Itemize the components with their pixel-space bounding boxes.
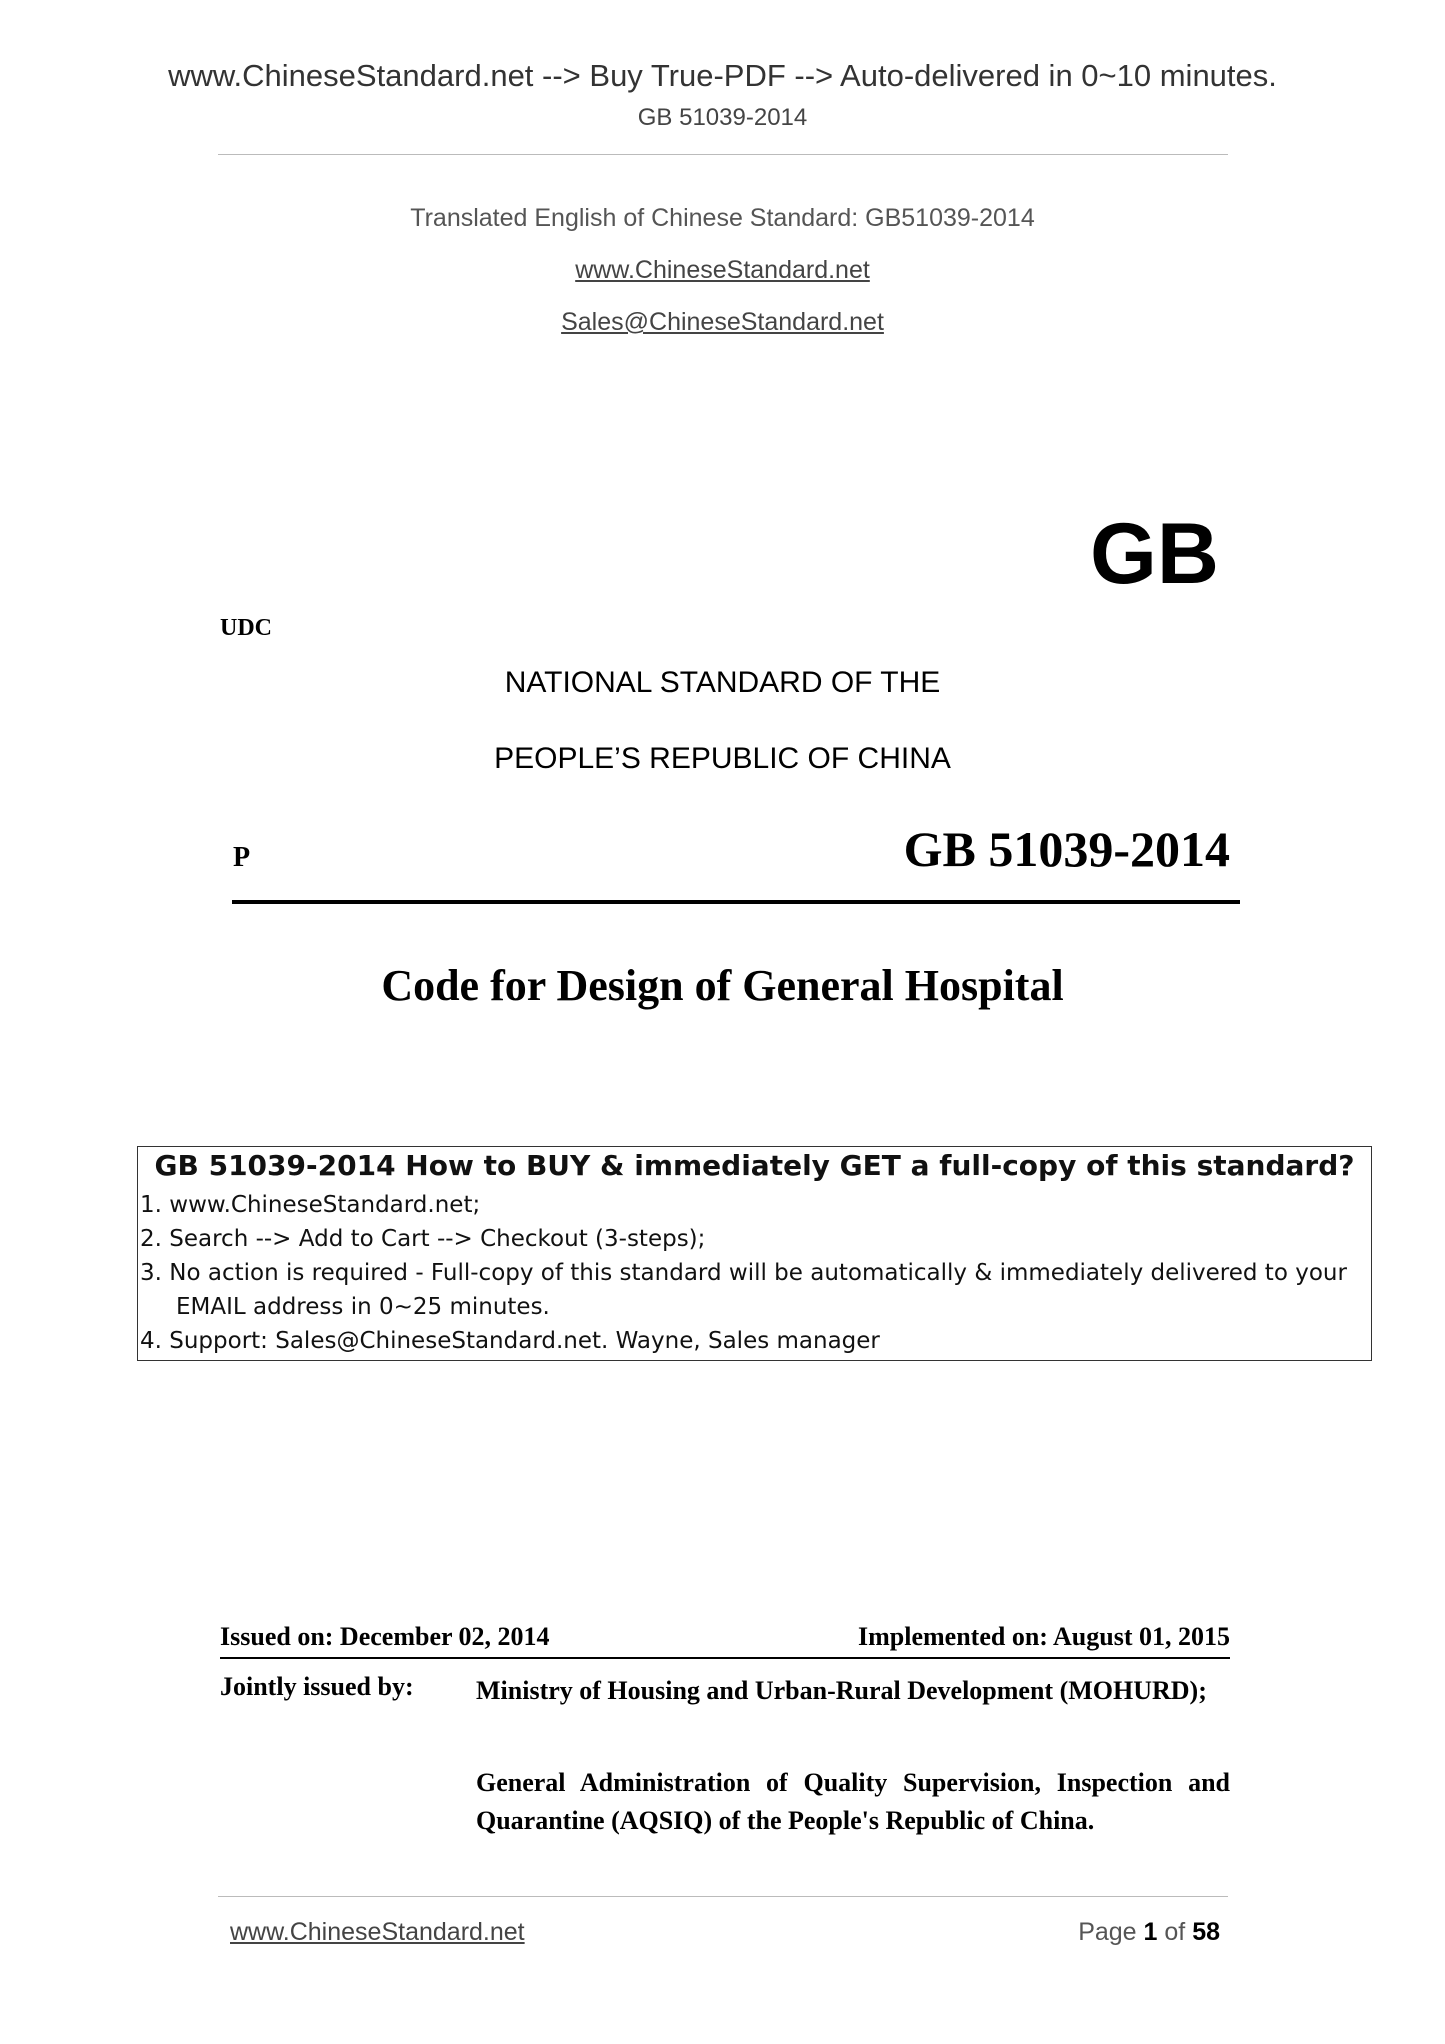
document-title: Code for Design of General Hospital	[381, 961, 1064, 1010]
gb-mark: GB	[1090, 506, 1219, 602]
header-code: GB 51039-2014	[637, 104, 808, 131]
buy-step-3: 3. No action is required - Full-copy of this standard will be automatically & immediately delivered to your EMAIL address in 0~25 minutes.	[140, 1260, 1347, 1320]
footer-website-link[interactable]: www.ChineseStandard.net	[230, 1918, 525, 1946]
page-current: 1	[1143, 1918, 1158, 1946]
footer-divider	[218, 1896, 1228, 1897]
buy-step-2: 2. Search --> Add to Cart --> Checkout (3-steps);	[140, 1226, 706, 1252]
buy-instructions-box	[137, 1146, 1372, 1361]
header-divider	[218, 154, 1228, 155]
implemented-on: Implemented on: August 01, 2015	[858, 1622, 1230, 1651]
issuer-aqsiq: General Administration of Quality Supervision, Inspection and Quarantine (AQSIQ) of the People's Republic of China.	[476, 1768, 1230, 1835]
title-divider	[232, 900, 1240, 904]
p-label: P	[233, 842, 251, 873]
website-link[interactable]: www.ChineseStandard.net	[575, 256, 870, 284]
page-of: of	[1157, 1918, 1193, 1946]
national-line-2: PEOPLE’S REPUBLIC OF CHINA	[494, 742, 951, 775]
buy-steps-list	[138, 1188, 1371, 1358]
page-prefix: Page	[1078, 1918, 1144, 1946]
email-link[interactable]: Sales@ChineseStandard.net	[561, 308, 884, 336]
page-total: 58	[1192, 1918, 1220, 1946]
top-banner: www.ChineseStandard.net --> Buy True-PDF --> Auto-delivered in 0~10 minutes.	[168, 58, 1277, 93]
issue-dates-row	[220, 1622, 1230, 1652]
buy-step-4: 4. Support: Sales@ChineseStandard.net. Wayne, Sales manager	[140, 1328, 880, 1354]
page-indicator	[900, 1918, 1220, 1947]
buy-box-title: GB 51039-2014 How to BUY & immediately GET a full-copy of this standard?	[154, 1149, 1355, 1182]
issuer-mohurd: Ministry of Housing and Urban-Rural Development (MOHURD);	[476, 1676, 1207, 1705]
buy-step-1[interactable]: 1. www.ChineseStandard.net;	[140, 1192, 481, 1218]
jointly-issued-label: Jointly issued by:	[220, 1672, 414, 1701]
issue-divider	[220, 1657, 1230, 1659]
issued-on: Issued on: December 02, 2014	[220, 1622, 550, 1651]
udc-label: UDC	[220, 615, 272, 641]
standard-number: GB 51039-2014	[903, 821, 1230, 877]
translated-line: Translated English of Chinese Standard: GB51039-2014	[410, 204, 1035, 232]
national-line-1: NATIONAL STANDARD OF THE	[504, 666, 941, 699]
